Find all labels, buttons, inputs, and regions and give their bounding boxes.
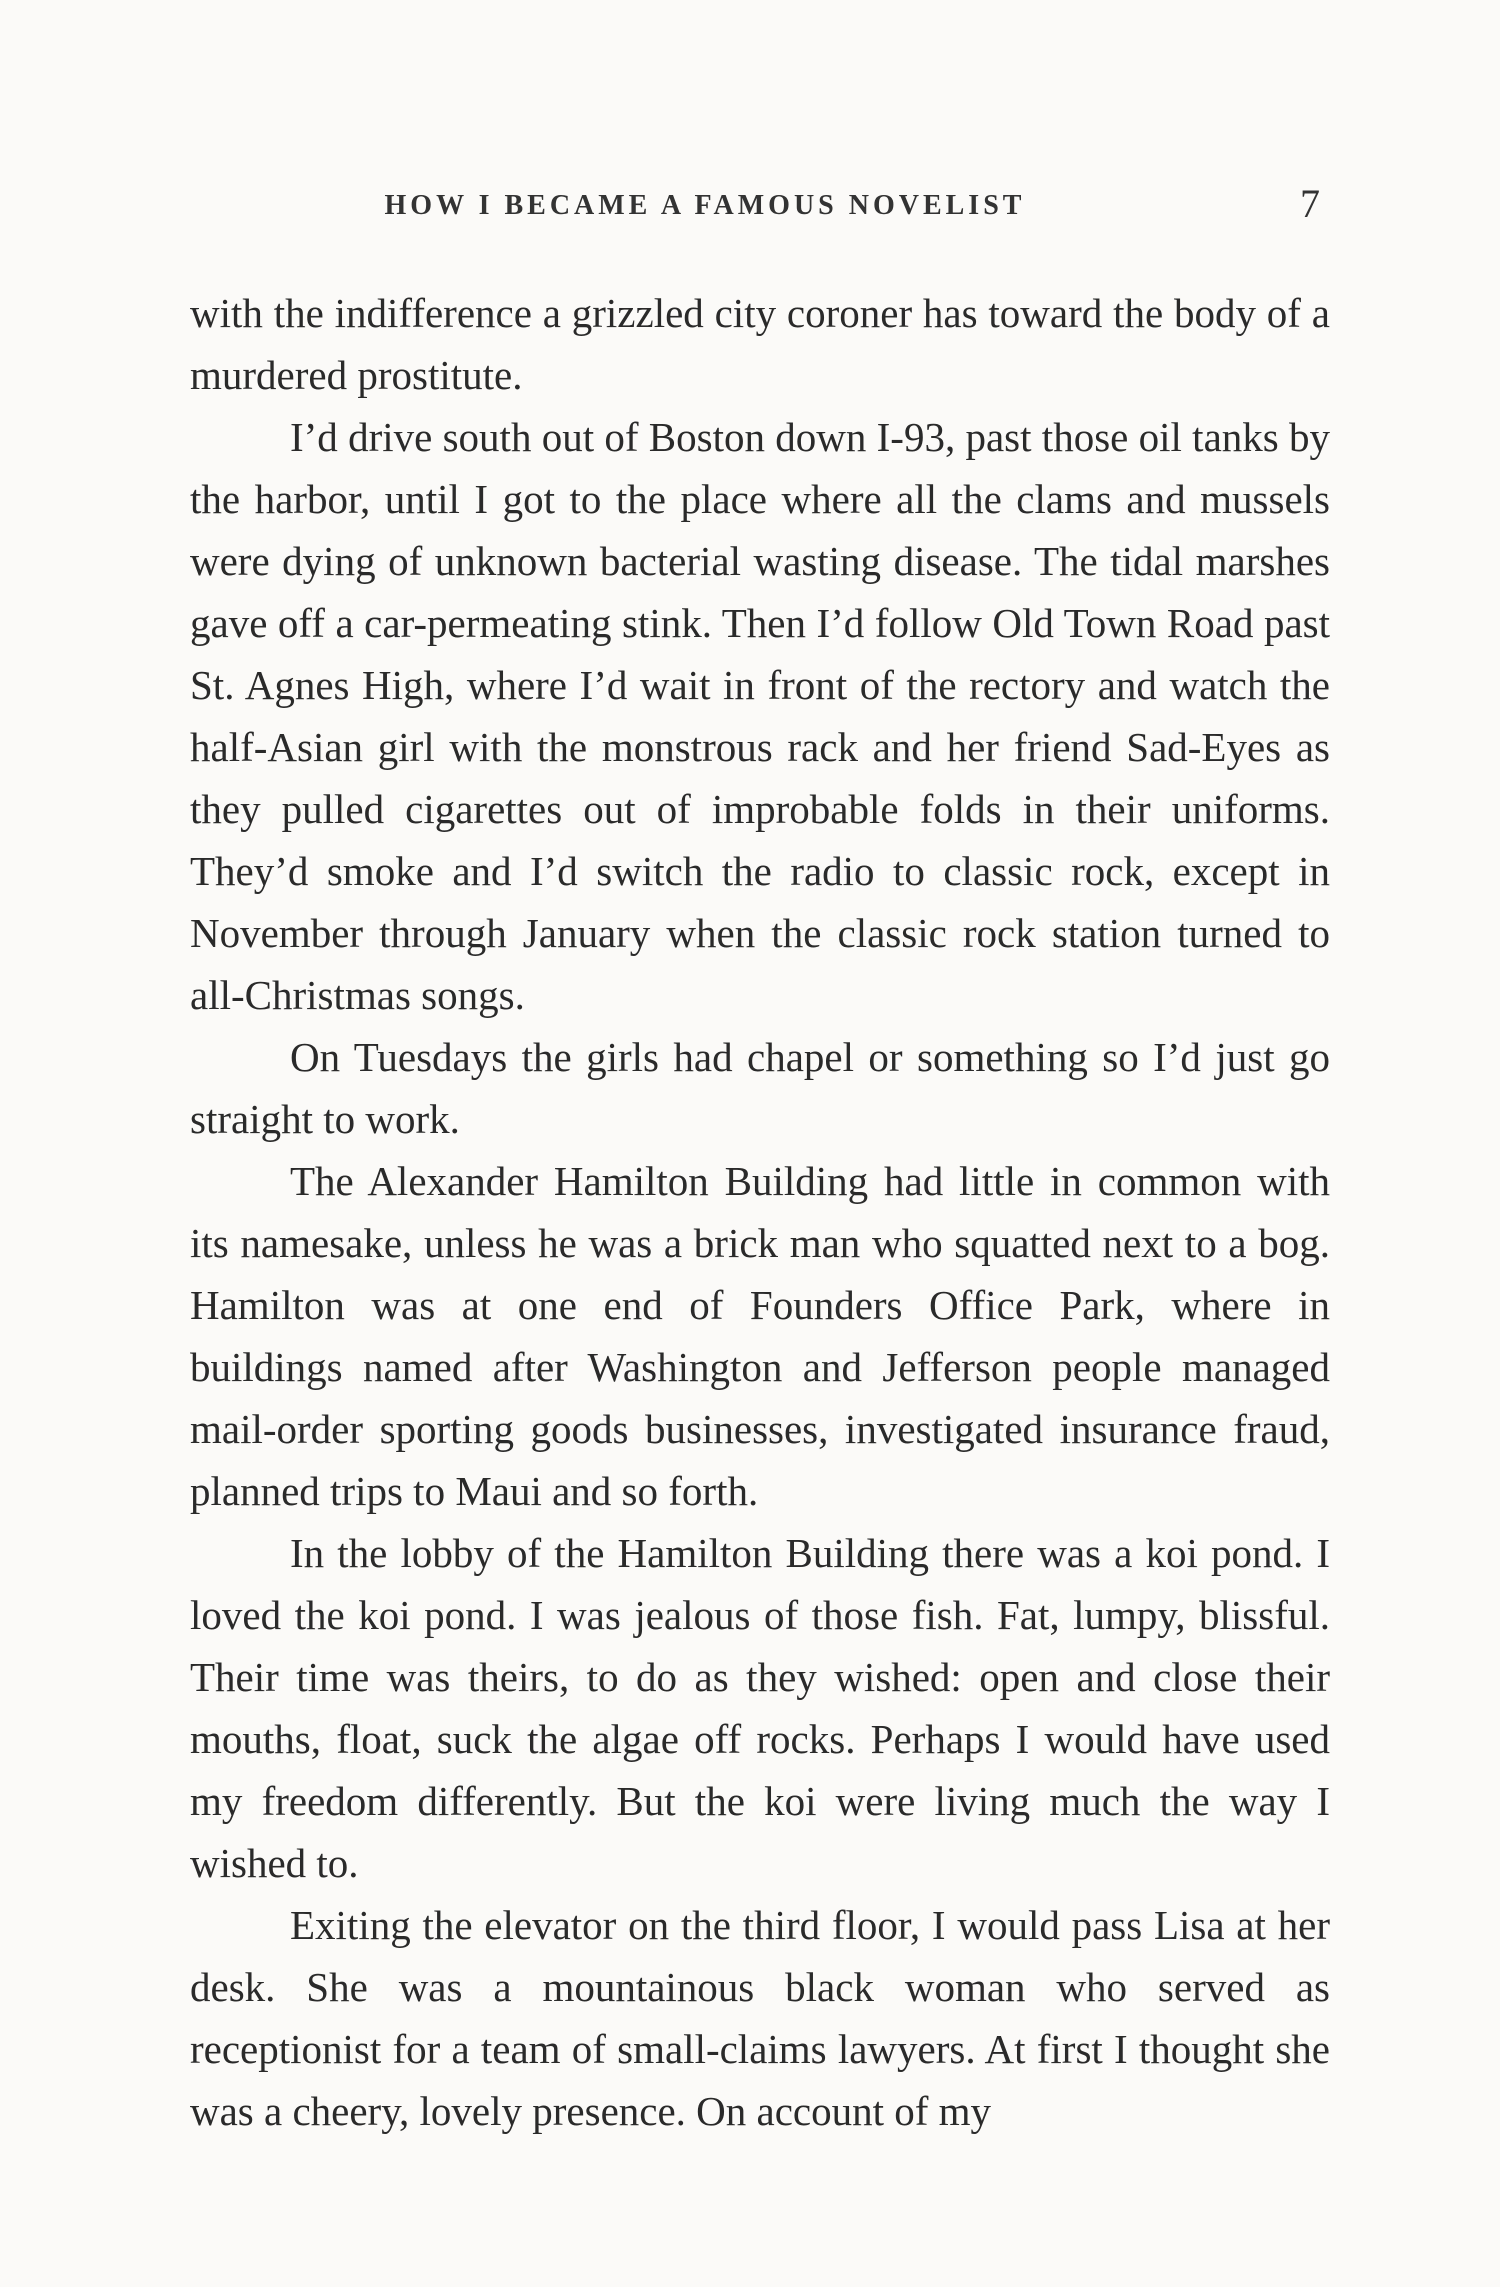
page-number: 7 xyxy=(1300,181,1320,226)
paragraph-6: Exiting the elevator on the third floor, I would pass Lisa at her desk. She was a mountainous black woman who served as receptionist for a team of small-claims lawyers. At first I thought she was a cheery, lovely presence. On account of my xyxy=(190,1902,1330,2134)
body-text xyxy=(190,282,1330,2142)
paragraph-3: On Tuesdays the girls had chapel or something so I’d just go straight to work. xyxy=(190,1034,1330,1142)
paragraph-1: with the indifference a grizzled city coroner has toward the body of a murdered prostitute. xyxy=(190,290,1330,398)
paragraph-4: The Alexander Hamilton Building had little in common with its namesake, unless he was a brick man who squatted next to a bog. Hamilton was at one end of Founders Office Park, where in buildings named after Washington and Jefferson people managed mail-order sporting goods businesses, investigated insurance fraud, planned trips to Maui and so forth. xyxy=(190,1158,1330,1514)
running-head xyxy=(190,180,1320,240)
paragraph-2: I’d drive south out of Boston down I-93, past those oil tanks by the harbor, until I got to the place where all the clams and mussels were dying of unknown bacterial wasting disease. The tidal marshes gave off a car-permeating stink. Then I’d follow Old Town Road past St. Agnes High, where I’d wait in front of the rectory and watch the half-Asian girl with the monstrous rack and her friend Sad-Eyes as they pulled cigarettes out of improbable folds in their uniforms. They’d smoke and I’d switch the radio to classic rock, except in November through January when the classic rock station turned to all-Christmas songs. xyxy=(190,414,1330,1018)
paragraph-5: In the lobby of the Hamilton Building there was a koi pond. I loved the koi pond. I was jealous of those fish. Fat, lumpy, blissful. Their time was theirs, to do as they wished: open and close their mouths, float, suck the algae off rocks. Perhaps I would have used my freedom differently. But the koi were living much the way I wished to. xyxy=(190,1530,1330,1886)
running-title: HOW I BECAME A FAMOUS NOVELIST xyxy=(384,190,1026,221)
